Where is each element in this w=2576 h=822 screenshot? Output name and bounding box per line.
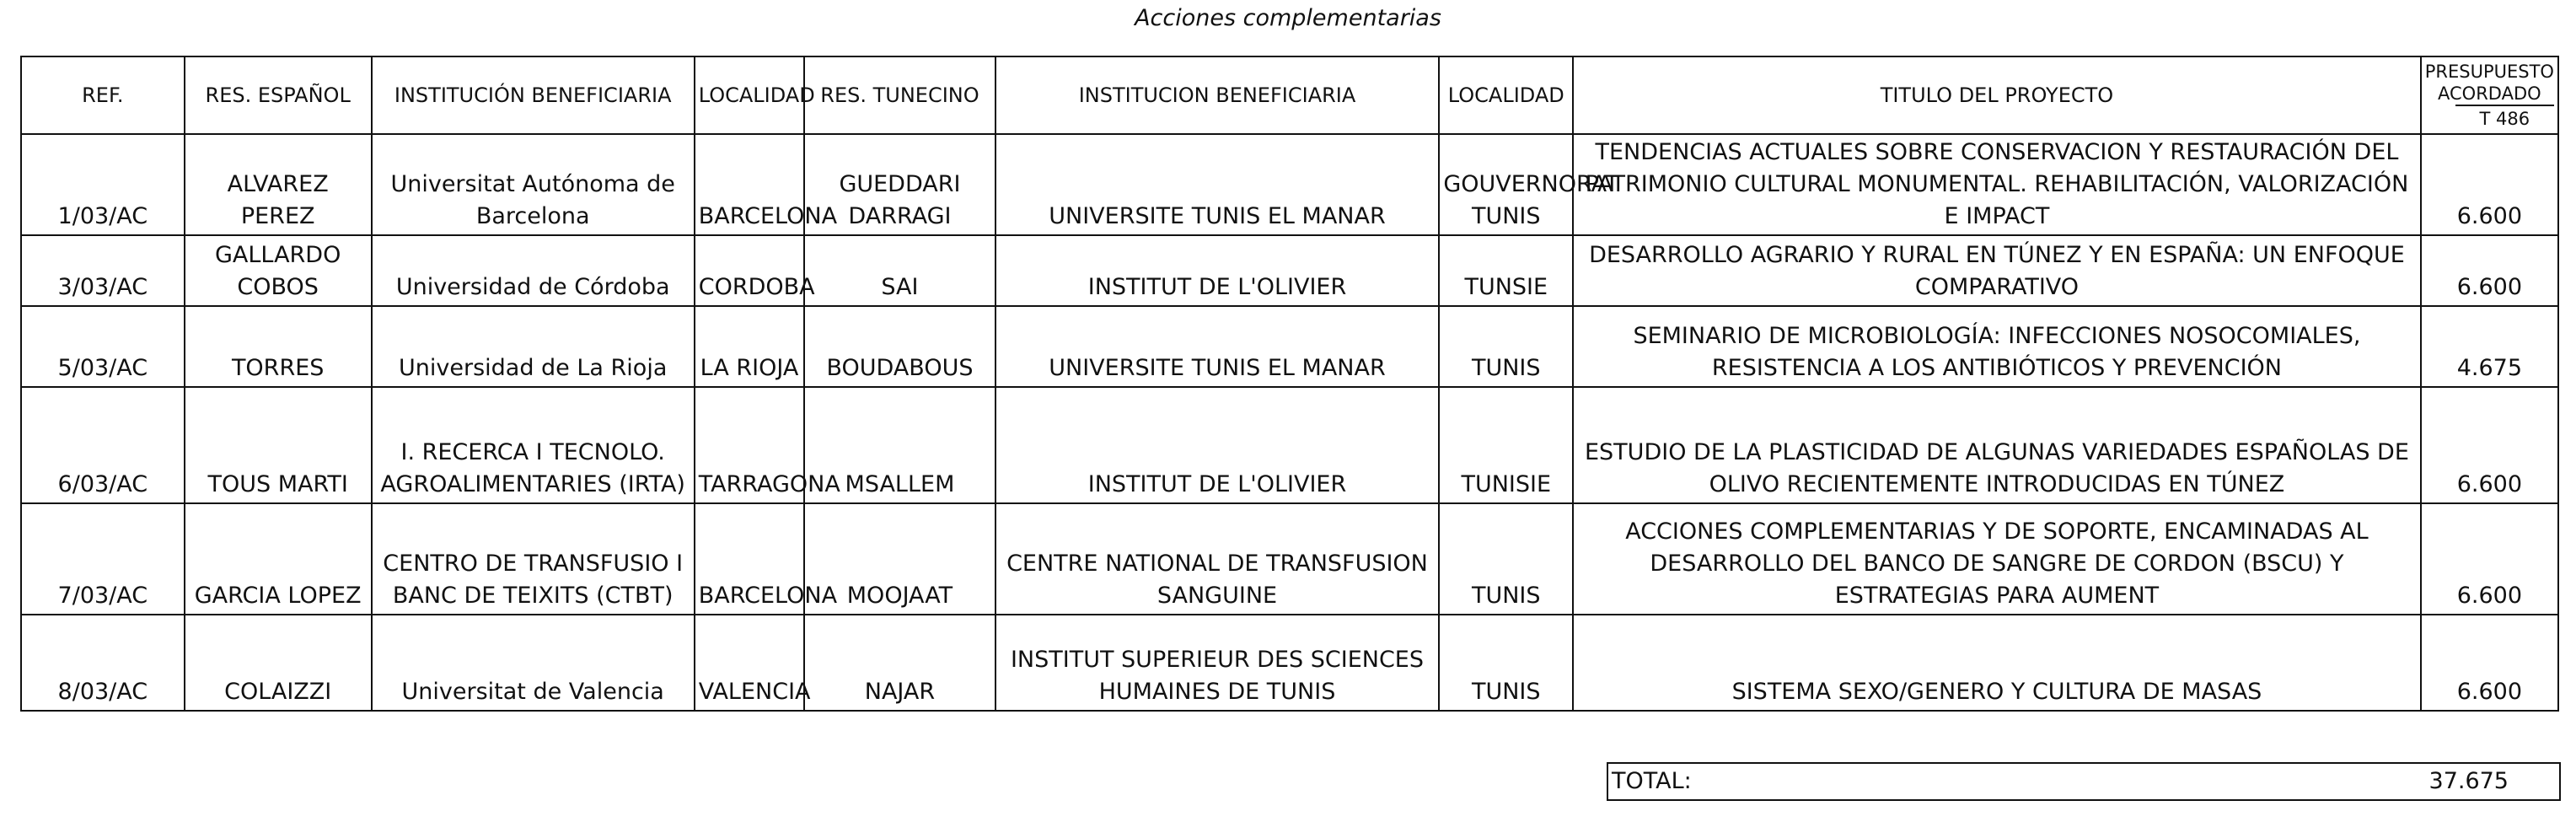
header-row [21, 56, 2558, 134]
table-row [21, 387, 2558, 503]
header-presupuesto [2421, 56, 2558, 134]
table-row [21, 306, 2558, 387]
table-row [21, 235, 2558, 306]
cell-amount: 4.675 [2421, 306, 2558, 387]
cell-titulo: SEMINARIO DE MICROBIOLOGÍA: INFECCIONES NOSOCOMIALES, RESISTENCIA A LOS ANTIBIÓTICOS Y PREVENCIÓN [1573, 306, 2421, 387]
cell-localidad: VALENCIA [695, 615, 805, 711]
budget-code: T 486 [2455, 105, 2554, 132]
cell-amount: 6.600 [2421, 235, 2558, 306]
cell-institucion: Universitat Autónoma de Barcelona [372, 134, 695, 235]
header-res-tunecino: RES. TUNECINO [804, 56, 995, 134]
cell-ref: 6/03/AC [21, 387, 185, 503]
cell-res-tunecino: GUEDDARI DARRAGI [804, 134, 995, 235]
header-institucion-beneficiaria: INSTITUCION BENEFICIARIA [996, 56, 1440, 134]
cell-institucion-tn: INSTITUT DE L'OLIVIER [996, 235, 1440, 306]
cell-institucion-tn: INSTITUT DE L'OLIVIER [996, 387, 1440, 503]
cell-res-tunecino: NAJAR [804, 615, 995, 711]
projects-table [20, 56, 2559, 712]
cell-institucion: CENTRO DE TRANSFUSIO I BANC DE TEIXITS (CTBT) [372, 503, 695, 615]
cell-institucion-tn: UNIVERSITE TUNIS EL MANAR [996, 306, 1440, 387]
cell-res-espanol: TORRES [185, 306, 372, 387]
total-box [1607, 762, 2561, 801]
total-value: 37.675 [2428, 768, 2509, 794]
cell-titulo: TENDENCIAS ACTUALES SOBRE CONSERVACION Y RESTAURACIÓN DEL PATRIMONIO CULTURAL MONUMENTAL. REHABILITACIÓN, VALORIZACIÓN E IMPACT [1573, 134, 2421, 235]
cell-localidad: TARRAGONA [695, 387, 805, 503]
cell-titulo: SISTEMA SEXO/GENERO Y CULTURA DE MASAS [1573, 615, 2421, 711]
table-row [21, 503, 2558, 615]
cell-res-tunecino: MOOJAAT [804, 503, 995, 615]
cell-amount: 6.600 [2421, 387, 2558, 503]
cell-res-espanol: TOUS MARTI [185, 387, 372, 503]
header-ref: REF. [21, 56, 185, 134]
cell-amount: 6.600 [2421, 134, 2558, 235]
cell-institucion-tn: CENTRE NATIONAL DE TRANSFUSION SANGUINE [996, 503, 1440, 615]
cell-institucion: Universitat de Valencia [372, 615, 695, 711]
cell-ref: 1/03/AC [21, 134, 185, 235]
cell-localidad: BARCELONA [695, 503, 805, 615]
cell-ref: 7/03/AC [21, 503, 185, 615]
cell-amount: 6.600 [2421, 615, 2558, 711]
cell-res-tunecino: BOUDABOUS [804, 306, 995, 387]
header-res-espanol: RES. ESPAÑOL [185, 56, 372, 134]
cell-res-espanol: GALLARDO COBOS [185, 235, 372, 306]
cell-localidad-tn: TUNISIE [1439, 387, 1573, 503]
cell-res-tunecino: SAI [804, 235, 995, 306]
total-label: TOTAL: [1612, 768, 1692, 794]
cell-res-espanol: GARCIA LOPEZ [185, 503, 372, 615]
cell-localidad-tn: TUNIS [1439, 615, 1573, 711]
cell-institucion: Universidad de Córdoba [372, 235, 695, 306]
cell-institucion: Universidad de La Rioja [372, 306, 695, 387]
presupuesto-label: PRESUPUESTO ACORDADO [2424, 62, 2554, 104]
cell-institucion-tn: UNIVERSITE TUNIS EL MANAR [996, 134, 1440, 235]
cell-localidad-tn: TUNIS [1439, 503, 1573, 615]
cell-titulo: DESARROLLO AGRARIO Y RURAL EN TÚNEZ Y EN ESPAÑA: UN ENFOQUE COMPARATIVO [1573, 235, 2421, 306]
cell-ref: 5/03/AC [21, 306, 185, 387]
cell-ref: 3/03/AC [21, 235, 185, 306]
cell-amount: 6.600 [2421, 503, 2558, 615]
cell-localidad-tn: TUNSIE [1439, 235, 1573, 306]
cell-localidad: BARCELONA [695, 134, 805, 235]
cell-localidad-tn: TUNIS [1439, 306, 1573, 387]
cell-ref: 8/03/AC [21, 615, 185, 711]
header-titulo: TITULO DEL PROYECTO [1573, 56, 2421, 134]
header-localidad-tn: LOCALIDAD [1439, 56, 1573, 134]
cell-res-espanol: ALVAREZ PEREZ [185, 134, 372, 235]
cell-institucion: I. RECERCA I TECNOLO. AGROALIMENTARIES (IRTA) [372, 387, 695, 503]
cell-localidad: LA RIOJA [695, 306, 805, 387]
header-institucion: INSTITUCIÓN BENEFICIARIA [372, 56, 695, 134]
cell-titulo: ESTUDIO DE LA PLASTICIDAD DE ALGUNAS VARIEDADES ESPAÑOLAS DE OLIVO RECIENTEMENTE INTRODUCIDAS EN TÚNEZ [1573, 387, 2421, 503]
cell-localidad-tn: GOUVERNORAT TUNIS [1439, 134, 1573, 235]
cell-institucion-tn: INSTITUT SUPERIEUR DES SCIENCES HUMAINES DE TUNIS [996, 615, 1440, 711]
table-row [21, 134, 2558, 235]
header-localidad: LOCALIDAD [695, 56, 805, 134]
table-row [21, 615, 2558, 711]
cell-res-tunecino: MSALLEM [804, 387, 995, 503]
cell-localidad: CORDOBA [695, 235, 805, 306]
cell-res-espanol: COLAIZZI [185, 615, 372, 711]
table-caption: Acciones complementarias [1135, 5, 1441, 31]
cell-titulo: ACCIONES COMPLEMENTARIAS Y DE SOPORTE, ENCAMINADAS AL DESARROLLO DEL BANCO DE SANGRE DE CORDON (BSCU) Y ESTRATEGIAS PARA AUMENT [1573, 503, 2421, 615]
